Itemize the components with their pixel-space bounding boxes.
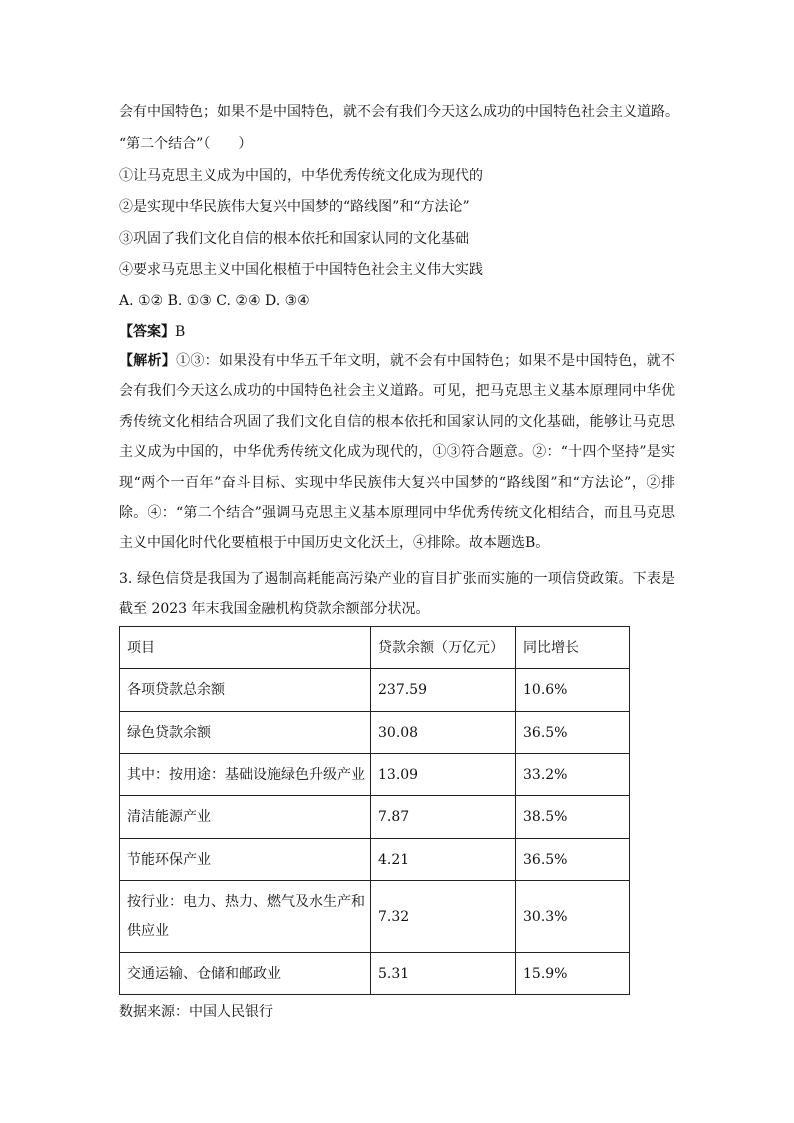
analysis-paragraph xyxy=(119,346,675,559)
question-stem: “第二个结合”（ ） xyxy=(119,136,253,152)
table-cell-balance: 7.32 xyxy=(371,881,516,953)
table-cell-growth: 36.5% xyxy=(516,712,630,754)
table-cell-growth: 10.6% xyxy=(516,669,630,712)
option-1: ①让马克思主义成为中国的，中华优秀传统文化成为现代的 xyxy=(119,168,483,184)
table-row xyxy=(120,839,630,881)
table-cell-growth: 15.9% xyxy=(516,953,630,995)
intro-line: 会有中国特色；如果不是中国特色，就不会有我们今天这么成功的中国特色社会主义道路。 xyxy=(119,104,679,120)
table-cell-item: 其中：按用途：基础设施绿色升级产业 xyxy=(120,754,371,796)
table-cell-growth: 36.5% xyxy=(516,839,630,881)
answer-choices: A. ①② B. ①③ C. ②④ D. ③④ xyxy=(119,293,310,309)
data-source: 数据来源：中国人民银行 xyxy=(119,1004,273,1020)
table-cell-balance: 30.08 xyxy=(371,712,516,754)
table-cell-balance: 4.21 xyxy=(371,839,516,881)
table-cell-item: 各项贷款总余额 xyxy=(120,669,371,712)
table-row xyxy=(120,796,630,839)
option-3: ③巩固了我们文化自信的根本依托和国家认同的文化基础 xyxy=(119,231,469,247)
table-cell-balance: 7.87 xyxy=(371,796,516,839)
table-row xyxy=(120,754,630,796)
table-cell-balance: 237.59 xyxy=(371,669,516,712)
table-cell-item: 交通运输、仓储和邮政业 xyxy=(120,953,371,995)
answer-value: B xyxy=(175,324,186,340)
table-cell-item: 节能环保产业 xyxy=(120,839,371,881)
table-header-row xyxy=(120,627,630,669)
table-row xyxy=(120,669,630,712)
table-header-cell: 同比增长 xyxy=(516,627,630,669)
table-cell-item: 按行业：电力、热力、燃气及水生产和供应业 xyxy=(120,881,371,953)
table-row xyxy=(120,712,630,754)
answer-label: 【答案】 xyxy=(119,324,175,340)
option-4: ④要求马克思主义中国化根植于中国特色社会主义伟大实践 xyxy=(119,262,483,278)
table-cell-item: 绿色贷款余额 xyxy=(120,712,371,754)
analysis-text: ①③：如果没有中华五千年文明，就不会有中国特色；如果不是中国特色，就不会有我们今天这么成功的中国特色社会主义道路。可见，把马克思主义基本原理同中华优秀传统文化相结合巩固了我们文化自信的根本依托和国家认同的文化基础，能够让马克思主义成为中国的，中华优秀传统文化成为现代的，①③符合题意。②：“十四个坚持”是实现“两个一百年”奋斗目标、实现中华民族伟大复兴中国梦的“路线图”和“方法论”，②排除。④：“第二个结合”强调马克思主义基本原理同中华优秀传统文化相结合，而且马克思主义中国化时代化要植根于中国历史文化沃土，④排除。故本题选B。 xyxy=(119,353,676,552)
table-cell-balance: 13.09 xyxy=(371,754,516,796)
option-2: ②是实现中华民族伟大复兴中国梦的“路线图”和“方法论” xyxy=(119,199,470,215)
analysis-label: 【解析】 xyxy=(119,353,177,369)
table-cell-balance: 5.31 xyxy=(371,953,516,995)
table-row xyxy=(120,953,630,995)
table-cell-item: 清洁能源产业 xyxy=(120,796,371,839)
question-3-intro: 3. 绿色信贷是我国为了遏制高耗能高污染产业的盲目扩张而实施的一项信贷政策。下表是截至 2023 年末我国金融机构贷款余额部分状况。 xyxy=(119,571,675,618)
table-cell-growth: 33.2% xyxy=(516,754,630,796)
table-header-cell: 项目 xyxy=(120,627,371,669)
table-cell-growth: 38.5% xyxy=(516,796,630,839)
table-row xyxy=(120,881,630,953)
table-cell-growth: 30.3% xyxy=(516,881,630,953)
answer-line xyxy=(119,322,185,342)
table-header-cell: 贷款余额（万亿元） xyxy=(371,627,516,669)
loan-table xyxy=(119,626,630,995)
